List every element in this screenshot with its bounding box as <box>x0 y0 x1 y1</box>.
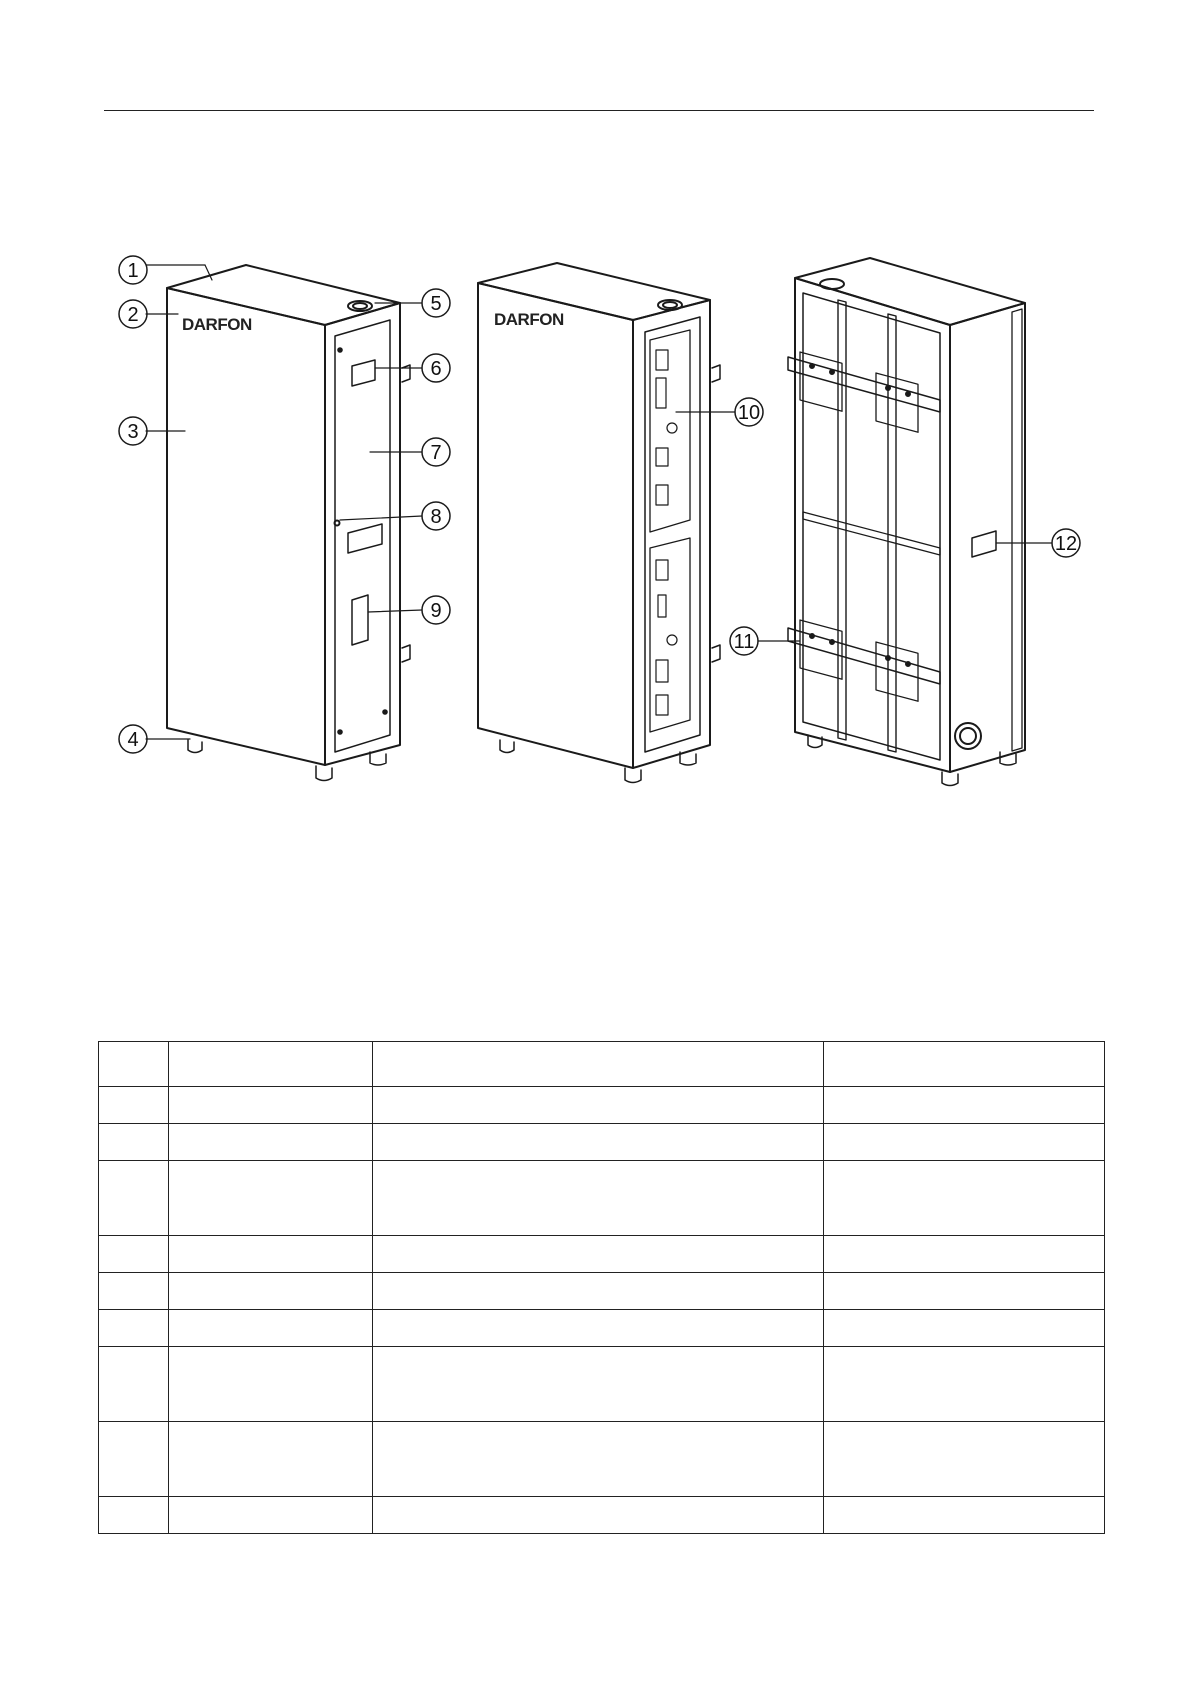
table-header-row <box>99 1042 1105 1087</box>
cabinet-figure <box>0 240 1191 800</box>
table-cell <box>99 1161 169 1236</box>
table-cell <box>824 1161 1105 1236</box>
table-row <box>99 1236 1105 1273</box>
callout-6 <box>422 354 450 382</box>
table-cell <box>373 1497 824 1534</box>
callout-3 <box>119 417 147 445</box>
table-cell <box>824 1087 1105 1124</box>
brand-logo-center: DARFON <box>494 310 564 329</box>
svg-text:1: 1 <box>127 260 139 282</box>
table-cell <box>824 1422 1105 1497</box>
callout-12 <box>1052 529 1080 557</box>
table-cell <box>824 1310 1105 1347</box>
table-cell <box>169 1236 373 1273</box>
cabinet-open-view <box>478 263 735 783</box>
table-cell <box>169 1124 373 1161</box>
table-cell <box>373 1422 824 1497</box>
svg-text:11: 11 <box>733 631 755 653</box>
cabinet-rear-view <box>758 258 1052 786</box>
cabinet-closed-view <box>146 265 422 781</box>
table-cell <box>169 1161 373 1236</box>
table-row <box>99 1087 1105 1124</box>
table-cell <box>373 1347 824 1422</box>
table-cell <box>824 1273 1105 1310</box>
header-rule <box>104 110 1094 111</box>
table-cell <box>99 1422 169 1497</box>
callout-7 <box>422 438 450 466</box>
svg-text:7: 7 <box>430 442 442 464</box>
table-cell <box>99 1087 169 1124</box>
table-row <box>99 1124 1105 1161</box>
svg-text:6: 6 <box>430 358 442 380</box>
table-cell <box>169 1087 373 1124</box>
table-cell <box>99 1042 169 1087</box>
svg-text:5: 5 <box>430 293 442 315</box>
table-cell <box>99 1347 169 1422</box>
table-cell <box>169 1042 373 1087</box>
table-cell <box>373 1042 824 1087</box>
table-cell <box>373 1124 824 1161</box>
table-cell <box>824 1124 1105 1161</box>
table-row <box>99 1497 1105 1534</box>
callout-10 <box>735 398 763 426</box>
table-cell <box>169 1422 373 1497</box>
svg-text:4: 4 <box>127 729 139 751</box>
svg-text:2: 2 <box>127 304 139 326</box>
callout-4 <box>119 725 147 753</box>
table-cell <box>824 1236 1105 1273</box>
svg-text:10: 10 <box>737 402 761 424</box>
table-cell <box>169 1497 373 1534</box>
table-cell <box>169 1310 373 1347</box>
table-row <box>99 1273 1105 1310</box>
svg-text:9: 9 <box>430 600 442 622</box>
cabinet-illustration <box>0 240 1191 800</box>
callout-8 <box>422 502 450 530</box>
table-row <box>99 1422 1105 1497</box>
table-cell <box>824 1497 1105 1534</box>
table-row <box>99 1161 1105 1236</box>
table-cell <box>169 1347 373 1422</box>
callout-9 <box>422 596 450 624</box>
svg-text:12: 12 <box>1054 533 1078 555</box>
svg-text:3: 3 <box>127 421 139 443</box>
table-row <box>99 1310 1105 1347</box>
brand-logo-left: DARFON <box>182 315 252 334</box>
table-row <box>99 1347 1105 1422</box>
table-cell <box>373 1310 824 1347</box>
table-cell <box>99 1124 169 1161</box>
table-cell <box>373 1161 824 1236</box>
table-cell <box>824 1347 1105 1422</box>
callout-11 <box>730 627 758 655</box>
table-cell <box>99 1273 169 1310</box>
table-cell <box>824 1042 1105 1087</box>
parts-table <box>98 1041 1105 1534</box>
callout-1 <box>119 256 147 284</box>
parts-table-body <box>99 1042 1105 1534</box>
callout-5 <box>422 289 450 317</box>
table-cell <box>99 1310 169 1347</box>
table-cell <box>373 1273 824 1310</box>
callout-2 <box>119 300 147 328</box>
table-cell <box>373 1087 824 1124</box>
table-cell <box>169 1273 373 1310</box>
table-cell <box>99 1236 169 1273</box>
table-cell <box>373 1236 824 1273</box>
table-cell <box>99 1497 169 1534</box>
svg-text:8: 8 <box>430 506 442 528</box>
